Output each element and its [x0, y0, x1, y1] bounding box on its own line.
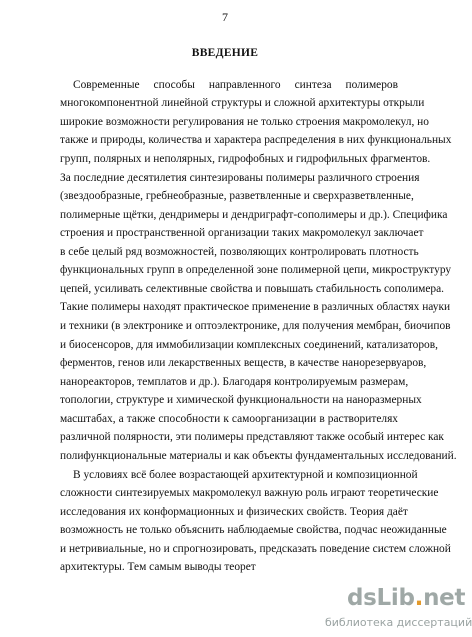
watermark-subtitle: библиотека диссертаций: [325, 616, 472, 629]
text-line: полифункциональные материалы и как объекты фундаментальных исследований.: [60, 450, 457, 462]
text-line: возможность не только объяснить наблюдаемые свойства, подчас неожиданные: [60, 524, 447, 536]
text-line: масштабах, а также способности к самоорганизации в растворителях: [60, 413, 398, 425]
text-line: также и природы, количества и характера распределения в них функциональных: [60, 134, 452, 146]
text-line: Такие полимеры находят практическое применение в различных областях науки: [60, 301, 451, 313]
text-line: исследования их конформационных и физических свойств. Теория даёт: [60, 506, 408, 518]
logo-main: dsLib: [347, 585, 415, 611]
text-line: сложности синтезируемых макромолекул важную роль играют теоретические: [60, 487, 439, 499]
text-line: широкие возможности регулирования не только строения макромолекул, но: [60, 116, 429, 128]
text-line: топологии, структуре и химической функциональности на наноразмерных: [60, 394, 422, 406]
text-line: групп, полярных и неполярных, гидрофобных и гидрофильных фрагментов.: [60, 153, 431, 165]
text-line: цепей, усиливать селективные свойства и повышать стабильность сополимера.: [60, 283, 445, 295]
text-line: За последние десятилетия синтезированы полимеры различного строения: [60, 172, 420, 184]
text-line: ферментов, генов или лекарственных веществ, в качестве нанорезервуаров,: [60, 357, 427, 369]
text-line: и нетривиальные, но и спрогнозировать, предсказать поведение систем сложной: [60, 543, 451, 555]
page-number: 7: [222, 10, 228, 24]
text-line: Современные способы направленного синтеза полимеров: [73, 79, 398, 91]
text-line: полимерные щётки, дендримеры и дендриграфт-сополимеры и др.). Специфика: [60, 209, 448, 221]
text-line: В условиях всё более возрастающей архитектурной и композиционной: [73, 469, 418, 481]
text-line: строения и пространственной организации таких макромолекул заключает: [60, 227, 424, 239]
dslib-logo: [347, 585, 465, 611]
section-heading: ВВЕДЕНИЕ: [191, 47, 259, 59]
text-line: и биосенсоров, для иммобилизации комплексных соединений, катализаторов,: [60, 339, 438, 351]
text-line: функциональных групп в определенной зоне полимерной цепи, микроструктуру: [60, 264, 452, 276]
text-line: (звездообразные, гребнеобразные, разветвленные и сверхразветвленные,: [60, 190, 414, 202]
logo-tld: net: [423, 585, 466, 611]
dslib-watermark: [325, 583, 472, 633]
logo-dot: .: [414, 585, 424, 611]
text-line: и техники (в электронике и оптоэлектронике, для получения мембран, биочипов: [60, 320, 451, 332]
text-line: архитектуры. Тем самым выводы теорет: [60, 561, 256, 573]
text-line: различной полярности, эти полимеры представляют также особый интерес как: [60, 431, 444, 443]
text-line: в себе целый ряд возможностей, позволяющих контролировать плотность: [60, 246, 419, 258]
text-line: нанореакторов, темплатов и др.). Благодаря контролируемым размерам,: [60, 376, 409, 388]
text-line: многокомпонентной линейной структуры и сложной архитектуры открыли: [60, 97, 425, 109]
